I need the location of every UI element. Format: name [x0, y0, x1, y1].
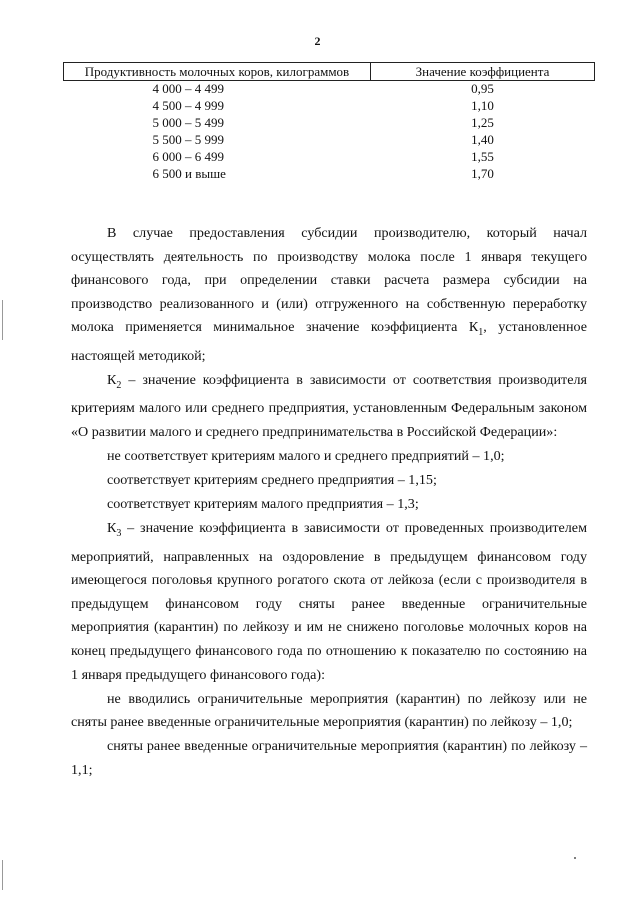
subscript: 1 — [478, 327, 484, 339]
paragraph-text: – значение коэффициента в зависимости от проведенных производителем мероприятий, направленных на оздоровление в предыдущем финансовом году имеющегося поголовья крупного рогатого скота от лейкоза (если с производителя в предыдущем финансовом году сняты ранее введенные ограничительные мероприятия (карантин) по лейкозу и им не снижено поголовье молочных коров на конец предыдущего финансового года по отношению к показателю по состоянию на 1 января предыдущего финансового года): — [71, 520, 587, 683]
coefficient-value: 1,10 — [471, 98, 494, 113]
table-row — [64, 132, 595, 149]
paragraph-new-producer — [71, 222, 587, 368]
coefficient-value: 1,55 — [471, 149, 494, 164]
scan-edge-mark — [2, 860, 3, 890]
coef-symbol: К — [107, 520, 117, 537]
table-row — [64, 149, 595, 166]
list-item: не соответствует критериям малого и среднего предприятий – 1,0; — [107, 447, 505, 464]
page-number: 2 — [314, 34, 321, 48]
paragraph-k3 — [71, 517, 587, 687]
coefficient-table — [63, 62, 595, 183]
header-productivity: Продуктивность молочных коров, килограммов — [64, 63, 371, 81]
subscript: 2 — [116, 379, 122, 391]
subscript: 3 — [116, 528, 122, 540]
table-row — [64, 115, 595, 132]
table-header-row — [64, 63, 595, 81]
coefficient-value: 1,25 — [471, 115, 494, 130]
coefficient-value: 1,70 — [471, 166, 494, 181]
paragraph-text: В случае предоставления субсидии производителю, который начал осуществлять деятельность по производству молока после 1 января текущего финансового года, при определении ставки расчета размера субсидии на производство реализованного и (или) отгруженного на собственную переработку молока применяется минимальное значение коэффициента К — [71, 225, 587, 336]
paragraph-text-end: , установленное настоящей методикой; — [71, 319, 587, 364]
coefficient-value: 0,95 — [471, 81, 494, 96]
paragraph-text: – значение коэффициента в зависимости от соответствия производителя критериям малого или среднего предприятия, установленным Федеральным законом «О развитии малого и среднего предпринимательства в Российской Федерации»: — [71, 371, 587, 440]
table-row — [64, 166, 595, 183]
productivity-range: 5 500 – 5 999 — [152, 132, 224, 147]
scan-edge-mark — [2, 300, 3, 340]
body-text — [71, 222, 587, 783]
productivity-range: 4 000 – 4 499 — [152, 81, 224, 96]
paragraph-k2 — [71, 369, 587, 445]
productivity-range: 6 500 и выше — [152, 166, 226, 181]
list-item: сняты ранее введенные ограничительные мероприятия (карантин) по лейкозу – 1,1; — [71, 738, 587, 778]
productivity-range: 4 500 – 4 999 — [152, 98, 224, 113]
productivity-range: 6 000 – 6 499 — [152, 149, 224, 164]
table-row — [64, 98, 595, 115]
list-item: соответствует критериям малого предприятия – 1,3; — [107, 496, 419, 513]
coefficient-value: 1,40 — [471, 132, 494, 147]
header-coefficient: Значение коэффициента — [371, 63, 595, 81]
productivity-range: 5 000 – 5 499 — [152, 115, 224, 130]
table-row — [64, 81, 595, 99]
scan-speck — [574, 857, 576, 859]
list-item: соответствует критериям среднего предприятия – 1,15; — [107, 472, 437, 489]
list-item: не вводились ограничительные мероприятия (карантин) по лейкозу или не сняты ранее введенные ограничительные мероприятия (карантин) по лейкозу – 1,0; — [71, 690, 587, 731]
coef-symbol: К — [107, 371, 117, 388]
